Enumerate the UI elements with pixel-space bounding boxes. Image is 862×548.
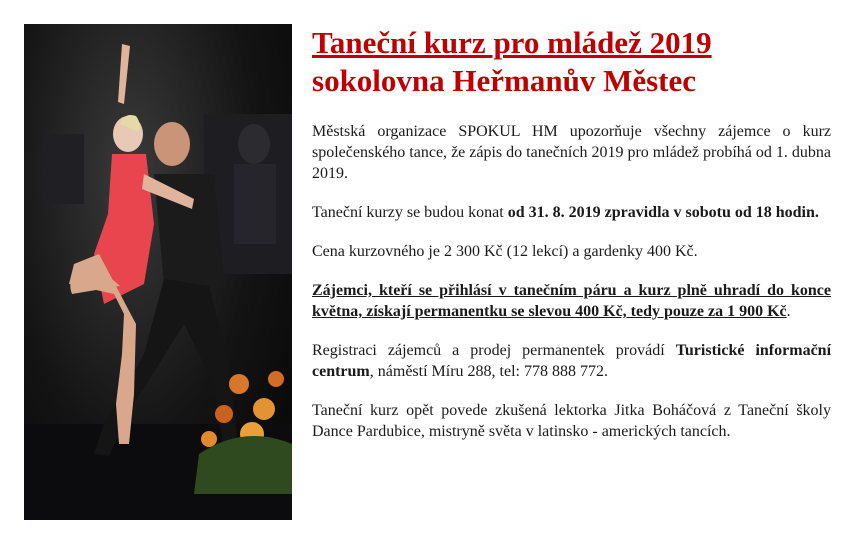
schedule-dates: od 31. 8. 2019 zpravidla v sobotu od 18 hodin. (507, 204, 819, 221)
title-line-2: sokolovna Heřmanův Městec (312, 63, 697, 98)
paragraph-discount (312, 280, 831, 322)
title-line-1: Taneční kurz pro mládež 2019 (312, 25, 712, 60)
registration-address: , náměstí Míru 288, tel: 778 888 772. (369, 363, 608, 380)
announcement-body (312, 121, 831, 460)
schedule-text: Taneční kurzy se budou konat (312, 204, 508, 221)
page-title (312, 24, 832, 100)
registration-text: Registraci zájemců a prodej permanentek provádí (312, 342, 676, 359)
discount-end: . (786, 303, 791, 320)
registration-office: Turistické informační centrum (312, 342, 832, 380)
dance-couple-illustration (24, 24, 292, 520)
paragraph-schedule (312, 202, 831, 223)
paragraph-intro: Městská organizace SPOKUL HM upozorňuje všechny zájemce o kurz společenského tance, že zápis do tanečních 2019 pro mládež probíhá od 1. dubna 2019. (312, 123, 831, 182)
dance-couple-photo (24, 24, 292, 520)
paragraph-registration (312, 340, 831, 382)
paragraph-instructor: Taneční kurz opět povede zkušená lektorka Jitka Boháčová z Taneční školy Dance Pardubice, mistryně světa v latinsko - amerických tancích. (312, 402, 831, 440)
discount-offer: Zájemci, kteří se přihlásí v tanečním páru a kurz plně uhradí do konce května, získají permanentku se slevou 400 Kč, tedy pouze za 1 900 Kč (312, 282, 831, 320)
paragraph-price: Cena kurzovného je 2 300 Kč (12 lekcí) a gardenky 400 Kč. (312, 243, 698, 260)
